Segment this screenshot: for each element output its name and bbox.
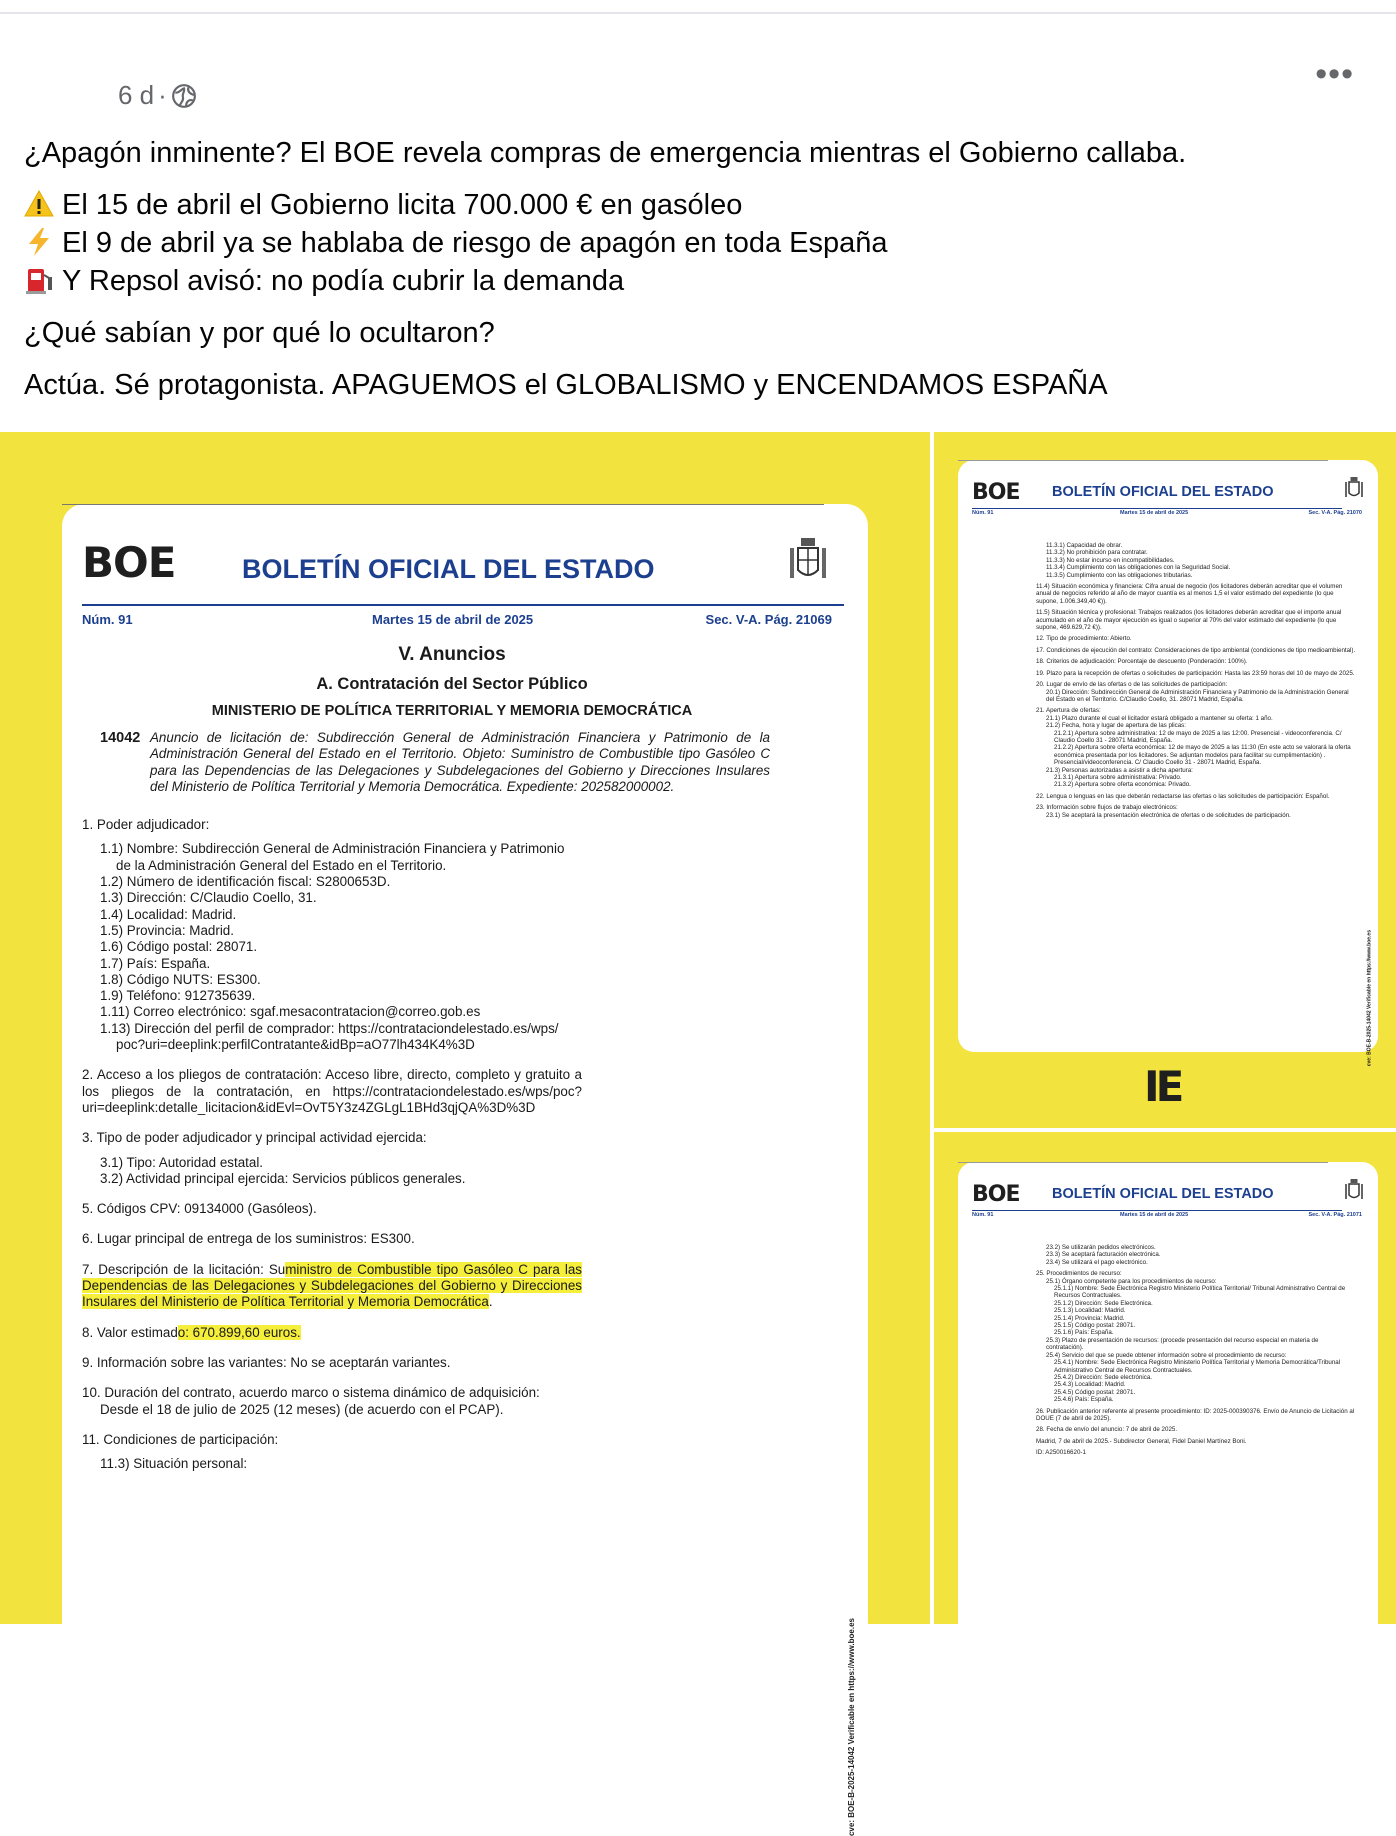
issue-date: Martes 15 de abril de 2025 [1120, 1212, 1189, 1218]
header-rule-2 [62, 504, 824, 505]
issue-number: Núm. 91 [972, 1212, 994, 1218]
doc-line: ID: A250016620-1 [1036, 1449, 1086, 1457]
fuel-pump-icon [24, 265, 54, 295]
doc-heading-1: V. Anuncios [398, 644, 506, 665]
s1-item: 1.1) Nombre: Subdirección General de Administración Financiera y Patrimonio [100, 841, 565, 857]
doc-line: 11.4) Situación económica y financiera: Cifra anual de negocio (los licitadores deberán acreditar que el volumen anual de negocios referido al año de mayor cuantía es al menos 1,5 el valor estimado del expediente (lo que supone, 1.006.349,40 €)). [1036, 583, 1343, 605]
boe-title: BOLETÍN OFICIAL DEL ESTADO [242, 554, 655, 584]
doc-line: 20. Lugar de envío de las ofertas o de las solicitudes de participación: [1036, 681, 1228, 689]
s1-item: 1.4) Localidad: Madrid. [100, 906, 237, 922]
doc-line: 21.2.1) Apertura sobre administrativa: 12 de mayo de 2025 a las 12:00. Presencial - videoconferencia. C/ Claudio Coello 31 - 28071 Madrid, España. [1054, 729, 1342, 744]
section-9: 9. Información sobre las variantes: No se aceptarán variantes. [82, 1354, 451, 1370]
s1-item: 1.7) País: España. [100, 955, 211, 971]
doc-line: 21.2.2) Apertura sobre oferta económica: 12 de mayo de 2025 a las 11:30 (En este acto se valorará la oferta económica presentada por los licitadores. Se adjuntan modelos para facilitar su cumplimentación) . Presencial/videoconferencia. C/ Claudio Coello 31 - 28071 Madrid, España. [1054, 744, 1351, 767]
s1-item: de la Administración General del Estado en el Territorio. [116, 857, 447, 873]
post-line-3-text: El 9 de abril ya se hablaba de riesgo de apagón en toda España [62, 227, 888, 259]
s1-item: 1.5) Provincia: Madrid. [100, 922, 234, 938]
doc-line: 18. Criterios de adjudicación: Porcentaje de descuento (Ponderación: 100%). [1036, 658, 1248, 666]
s1-item: 1.13) Dirección del perfil de comprador: https://contrataciondelestado.es/wps/ [100, 1020, 559, 1036]
globe-icon [171, 83, 197, 109]
announcement-text: Anuncio de licitación de: Subdirección General de Administración Financiera y Patrimonio de la Administración General del Estado en el Territorio. Objeto: Suministro de Combustible tipo Gasóleo C para las Dependencias de las Delegaciones y Subdelegaciones del Gobierno y Direcciones Insulares del Ministerio de Política Territorial y Memoria Democrática. Expediente: 202582000002. [150, 730, 770, 794]
boe-title: BOLETÍN OFICIAL DEL ESTADO [1052, 1186, 1274, 1202]
section-8 [82, 1325, 822, 1341]
doc-line: 11.3.4) Cumplimiento con las obligaciones con la Seguridad Social. [1046, 564, 1231, 572]
boe-document-page-2 [958, 460, 1378, 1067]
doc-line: Madrid, 7 de abril de 2025.- Subdirector General, Fidel Daniel Martínez Boni. [1036, 1437, 1247, 1445]
s8-label: 8. Valor estimad [82, 1324, 178, 1340]
header-rule-2 [958, 460, 1328, 461]
doc-line: 28. Fecha de envío del anuncio: 7 de abril de 2025. [1036, 1426, 1178, 1434]
issue-date: Martes 15 de abril de 2025 [372, 612, 534, 627]
doc-line: 25.4.2) Dirección: Sede electrónica. [1054, 1373, 1153, 1381]
post-line-2 [24, 186, 1364, 224]
s7-label: 7. Descripción de la licitación: Su [82, 1261, 286, 1277]
doc-line: 25.1.2) Dirección: Sede Electrónica. [1054, 1299, 1153, 1307]
doc-line: 20.1) Dirección: Subdirección General de Administración Financiera y Patrimonio de la Administración General del Estado en el Territorio. C/Claudio Coello, 31. 28071 Madrid, España. [1046, 688, 1349, 703]
s1-item: 1.8) Código NUTS: ES300. [100, 971, 261, 987]
s1-item: 1.11) Correo electrónico: sgaf.mesacontratacion@correo.gob.es [100, 1004, 481, 1020]
doc-line: 25.1.6) País: España. [1054, 1329, 1114, 1337]
doc-heading-2: A. Contratación del Sector Público [316, 675, 588, 693]
header-rule [972, 508, 1342, 509]
doc-line: 21.3.1) Apertura sobre administrativa: Privado. [1054, 773, 1182, 781]
header-rule [82, 604, 844, 606]
image-tile-main[interactable] [0, 432, 930, 1836]
issue-number: Núm. 91 [972, 510, 994, 516]
section-page: Sec. V-A. Pág. 21071 [1308, 1212, 1362, 1218]
section-page: Sec. V-A. Pág. 21069 [705, 612, 832, 627]
doc-line: 17. Condiciones de ejecución del contrato: Consideraciones de tipo ambiental (condiciones de tipo medioambiental). [1036, 646, 1356, 654]
doc-line: 23.2) Se utilizarán pedidos electrónicos. [1046, 1244, 1156, 1251]
doc-line: 25.3) Plazo de presentación de recursos: (procede presentación del recurso especial en materia de contratación). [1046, 1336, 1319, 1352]
cve-verification: cve: BOE-B-2025-14042 Verificable en https://www.boe.es [1366, 930, 1372, 1067]
image-tile-bottom-right[interactable] [934, 1132, 1396, 1624]
post-line-5: ¿Qué sabían y por qué lo ocultaron? [24, 317, 495, 349]
more-options-icon[interactable]: ••• [1315, 55, 1354, 93]
doc-line: 11.3.5) Cumplimiento con las obligaciones tributarias. [1046, 571, 1193, 579]
s1-item: 1.2) Número de identificación fiscal: S2800653D. [100, 874, 391, 890]
doc-line: 21.3.2) Apertura sobre oferta económica: Privado. [1054, 781, 1191, 789]
s7-highlight: ministro de Combustible tipo Gasóleo C para las Dependencias de las Delegaciones y Subdelegaciones del Gobierno y Direcciones Insulares del Ministerio de Política Territorial y Memoria Democrática [82, 1261, 582, 1310]
header-rule-2 [958, 1162, 1328, 1163]
post-line-4-text: Y Repsol avisó: no podía cubrir la demanda [62, 265, 625, 297]
boe-document-page [62, 504, 868, 1836]
doc-line: 25. Procedimientos de recurso: [1036, 1270, 1122, 1278]
announcement [82, 730, 822, 795]
section-7 [82, 1262, 582, 1311]
doc-line: 25.4.6) País: España. [1054, 1396, 1114, 1404]
doc-line: 25.1.5) Código postal: 28071. [1054, 1322, 1136, 1330]
post-line-2-text: El 15 de abril el Gobierno licita 700.000 € en gasóleo [62, 189, 743, 221]
post-text [24, 134, 1364, 404]
post-line-3 [24, 224, 1364, 262]
post-image-grid [0, 432, 1396, 1836]
s3-item: 3.2) Actividad principal ejercida: Servicios públicos generales. [100, 1170, 466, 1186]
doc-line: 21.1) Plazo durante el cual el licitador estará obligado a mantener su oferta: 1 año. [1046, 714, 1273, 722]
warning-icon [24, 189, 54, 219]
section-3: 3. Tipo de poder adjudicador y principal actividad ejercida: [82, 1130, 427, 1146]
s7-end: . [488, 1294, 493, 1310]
section-5: 5. Códigos CPV: 09134000 (Gasóleos). [82, 1201, 317, 1217]
post-meta [118, 80, 197, 111]
header-rule [972, 1210, 1342, 1211]
doc-line: 25.1) Órgano competente para los procedimientos de recurso: [1046, 1277, 1217, 1285]
meta-separator: · [158, 80, 167, 110]
s1-item: 1.3) Dirección: C/Claudio Coello, 31. [100, 890, 317, 906]
boe-document-page-3 [958, 1162, 1378, 1662]
post-line-4 [24, 262, 1364, 300]
doc-line: 25.4) Servicio del que se puede obtener información sobre el procedimiento de recurso: [1046, 1351, 1287, 1359]
boe-logo: BOE [972, 1182, 1020, 1207]
boe-logo: BOE [82, 538, 176, 587]
section-10-detail: Desde el 18 de julio de 2025 (12 meses) (de acuerdo con el PCAP). [100, 1401, 504, 1417]
ie-logo: IE [1144, 1062, 1181, 1111]
doc-line: 11.3.2) No prohibición para contratar. [1046, 549, 1148, 557]
cve-verification: cve: BOE-B-2025-14042 Verificable en https://www.boe.es [847, 1618, 856, 1836]
doc-line: 26. Publicación anterior referente al presente procedimiento: ID: 2025-000390376. Envío de Anuncio de Licitación al DOUE (7 de abril de 2025). [1036, 1407, 1355, 1422]
section-1: 1. Poder adjudicador: [82, 817, 210, 833]
section-11-3: 11.3) Situación personal: [100, 1456, 248, 1472]
coat-of-arms-icon [788, 536, 828, 584]
post-time[interactable]: 6 d [118, 80, 155, 110]
boe-logo: BOE [972, 480, 1020, 505]
doc-line: 25.1.3) Localidad: Madrid. [1054, 1307, 1126, 1315]
s1-item: 1.9) Teléfono: 912735639. [100, 988, 256, 1004]
document-body [82, 642, 822, 1472]
doc-heading-3: MINISTERIO DE POLÍTICA TERRITORIAL Y MEMORIA DEMOCRÁTICA [211, 703, 693, 719]
post-line-1: ¿Apagón inminente? El BOE revela compras de emergencia mientras el Gobierno callaba. [24, 137, 1187, 169]
doc-line: 19. Plazo para la recepción de ofertas o solicitudes de participación: Hasta las 23:59 horas del 10 de mayo de 2025. [1036, 669, 1355, 677]
section-page: Sec. V-A. Pág. 21070 [1308, 510, 1362, 516]
issue-number: Núm. 91 [82, 612, 133, 627]
boe-title: BOLETÍN OFICIAL DEL ESTADO [1052, 484, 1274, 500]
s3-item: 3.1) Tipo: Autoridad estatal. [100, 1154, 264, 1170]
doc-line: 25.4.5) Código postal: 28071. [1054, 1388, 1136, 1396]
doc-line: 23. Información sobre flujos de trabajo electrónicos: [1036, 804, 1178, 812]
section-10: 10. Duración del contrato, acuerdo marco o sistema dinámico de adquisición: [82, 1385, 540, 1401]
doc-line: 12. Tipo de procedimiento: Abierto. [1036, 635, 1132, 643]
section-6: 6. Lugar principal de entrega de los suministros: ES300. [82, 1231, 415, 1247]
doc-line: 23.1) Se aceptará la presentación electrónica de ofertas o de solicitudes de participación. [1046, 811, 1291, 819]
section-1-items [82, 841, 822, 1053]
announcement-number: 14042 [100, 730, 141, 746]
estimated-value-highlight: o: 670.899,60 euros. [177, 1324, 301, 1340]
doc-line: 21. Apertura de ofertas: [1036, 707, 1101, 715]
doc-line: 25.4.3) Localidad: Madrid. [1054, 1381, 1126, 1389]
issue-date: Martes 15 de abril de 2025 [1120, 510, 1189, 516]
s1-item: poc?uri=deeplink:perfilContratante&idBp=aO77lh434K4%3D [116, 1037, 475, 1053]
doc-line: 11.3.1) Capacidad de obrar. [1046, 542, 1123, 549]
doc-line: 21.2) Fecha, hora y lugar de apertura de las plicas: [1046, 722, 1186, 730]
section-2: 2. Acceso a los pliegos de contratación: Acceso libre, directo, completo y gratuito a los pliegos de la contratación, en https://contrataciondelestado.es/wps/poc?uri=deeplink:detalle_licitacion&idEvl=OvT5Y3z4ZGLgL1BHd3qjQA%3D%3D [82, 1067, 582, 1115]
doc-line: 23.4) Se utilizará el pago electrónico. [1046, 1258, 1148, 1266]
coat-of-arms-icon [1344, 476, 1364, 500]
top-divider [0, 12, 1396, 14]
doc-line: 25.1.1) Nombre: Sede Electrónica Registro Ministerio Política Territorial/ Tribunal Administrativo Central de Recursos Contractuales. [1054, 1285, 1346, 1300]
doc-line: 25.4.1) Nombre: Sede Electrónica Registro Ministerio Política Territorial y Memoria Democrática/Tribunal Administrativo Central de Recursos Contractuales. [1054, 1359, 1341, 1374]
doc-line: 25.1.4) Provincia: Madrid. [1054, 1314, 1125, 1322]
lightning-icon [24, 227, 54, 257]
document-body [1036, 542, 1356, 819]
doc-line: 11.3.3) No estar incurso en incompatibilidades. [1046, 556, 1175, 564]
image-tile-top-right[interactable] [934, 432, 1396, 1128]
doc-line: 11.5) Situación técnica y profesional: Trabajos realizados (los licitadores deberán acreditar que el importe anual acumulado en el año de mayor ejecución es igual o superior al 70% del valor estimado del expediente (lo que supone, 469.629,72 €)). [1036, 609, 1342, 632]
coat-of-arms-icon [1344, 1178, 1364, 1202]
post-line-6: Actúa. Sé protagonista. APAGUEMOS el GLOBALISMO y ENCENDAMOS ESPAÑA [24, 369, 1108, 401]
section-11: 11. Condiciones de participación: [82, 1431, 279, 1447]
doc-line: 21.3) Personas autorizadas a asistir a dicha apertura: [1046, 766, 1193, 774]
document-body [1036, 1244, 1356, 1457]
doc-line: 22. Lengua o lenguas en las que deberán redactarse las ofertas o las solicitudes de participación: Español. [1036, 792, 1330, 800]
doc-line: 23.3) Se aceptará facturación electrónica. [1046, 1251, 1161, 1259]
s1-item: 1.6) Código postal: 28071. [100, 939, 258, 955]
